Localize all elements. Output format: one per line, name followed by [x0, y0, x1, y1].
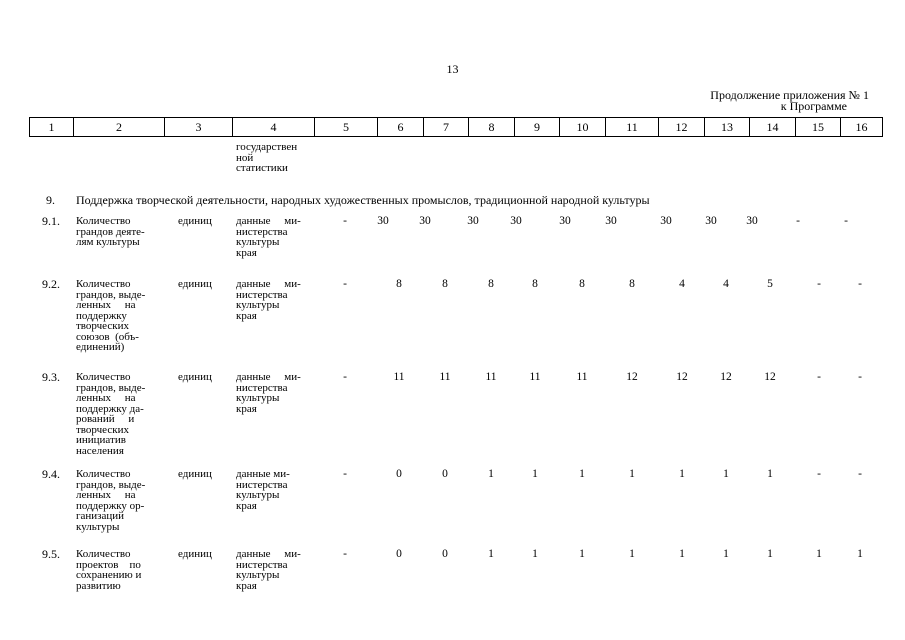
page-number: 13: [446, 62, 459, 76]
header-col-11: 11: [606, 118, 659, 137]
data-source: данные ми- нистерства культуры края: [236, 215, 301, 259]
year-value: 30: [605, 215, 617, 227]
year-value: 1: [767, 468, 773, 480]
indicator-name: Количество грандов, выде- ленных на поддержку творческих союзов (объ- единений): [76, 278, 146, 353]
year-value: 8: [629, 278, 635, 290]
indicator-name: Количество грандов, выде- ленных на поддержку да- рований и творческих инициатив населения: [76, 371, 146, 457]
year-value: -: [817, 278, 821, 290]
year-value: 1: [488, 468, 494, 480]
header-col-10: 10: [560, 118, 606, 137]
indicator-name: Количество грандов, выде- ленных на поддержку ор- ганизаций культуры: [76, 468, 146, 533]
year-value: 1: [629, 548, 635, 560]
header-col-9: 9: [515, 118, 560, 137]
year-value: 1: [579, 548, 585, 560]
year-value: 1: [532, 548, 538, 560]
year-value: -: [858, 278, 862, 290]
year-value: 11: [439, 371, 451, 383]
year-value: 30: [510, 215, 522, 227]
year-value: 1: [488, 548, 494, 560]
year-value: -: [796, 215, 800, 227]
header-col-1: 1: [30, 118, 74, 137]
annex-line-1: Продолжение приложения № 1: [710, 88, 869, 102]
year-value: 11: [485, 371, 497, 383]
year-value: 4: [723, 278, 729, 290]
unit-of-measure: единиц: [178, 468, 212, 480]
header-row: [30, 118, 883, 137]
unit-of-measure: единиц: [178, 371, 212, 383]
year-value: 1: [816, 548, 822, 560]
year-value: 8: [442, 278, 448, 290]
year-value: 1: [679, 468, 685, 480]
section-title: Поддержка творческой деятельности, народных художественных промыслов, традиционной народной культуры: [76, 193, 650, 207]
year-value: -: [844, 215, 848, 227]
year-value: 30: [705, 215, 717, 227]
continuation-source-text: государствен ной статистики: [236, 141, 298, 174]
header-col-14: 14: [750, 118, 796, 137]
header-col-12: 12: [659, 118, 705, 137]
year-value: -: [817, 371, 821, 383]
header-col-13: 13: [705, 118, 750, 137]
year-value: 0: [442, 468, 448, 480]
year-value: -: [858, 371, 862, 383]
data-source: данные ми- нистерства культуры края: [236, 278, 301, 322]
year-value: 4: [679, 278, 685, 290]
year-value: 30: [746, 215, 758, 227]
year-value: 1: [629, 468, 635, 480]
year-value: 5: [767, 278, 773, 290]
unit-of-measure: единиц: [178, 215, 212, 227]
row-code: 9.2.: [42, 277, 60, 291]
year-value: 0: [396, 468, 402, 480]
base-value: -: [343, 468, 347, 480]
year-value: 8: [488, 278, 494, 290]
header-col-15: 15: [796, 118, 841, 137]
header-col-2: 2: [74, 118, 165, 137]
year-value: 30: [467, 215, 479, 227]
data-source: данные ми- нистерства культуры края: [236, 468, 290, 512]
year-value: 1: [857, 548, 863, 560]
row-code: 9.1.: [42, 214, 60, 228]
year-value: 8: [579, 278, 585, 290]
unit-of-measure: единиц: [178, 278, 212, 290]
header-col-6: 6: [378, 118, 424, 137]
year-value: 8: [396, 278, 402, 290]
base-value: -: [343, 215, 347, 227]
year-value: 12: [720, 371, 732, 383]
data-source: данные ми- нистерства культуры края: [236, 548, 301, 592]
year-value: 1: [723, 468, 729, 480]
year-value: 11: [393, 371, 405, 383]
header-col-7: 7: [424, 118, 469, 137]
header-col-16: 16: [841, 118, 883, 137]
year-value: 8: [532, 278, 538, 290]
year-value: 11: [529, 371, 541, 383]
annex-line-2: к Программе: [780, 99, 847, 113]
unit-of-measure: единиц: [178, 548, 212, 560]
row-code: 9.3.: [42, 370, 60, 384]
year-value: 12: [626, 371, 638, 383]
base-value: -: [343, 548, 347, 560]
year-value: 12: [676, 371, 688, 383]
year-value: 30: [660, 215, 672, 227]
year-value: 30: [559, 215, 571, 227]
year-value: 1: [532, 468, 538, 480]
year-value: -: [817, 468, 821, 480]
year-value: 0: [396, 548, 402, 560]
year-value: 1: [723, 548, 729, 560]
year-value: 12: [764, 371, 776, 383]
section-code: 9.: [46, 193, 55, 207]
row-code: 9.4.: [42, 467, 60, 481]
indicator-name: Количество проектов по сохранению и развитию: [76, 548, 142, 592]
annex-heading: [710, 90, 869, 112]
year-value: 30: [377, 215, 389, 227]
base-value: -: [343, 371, 347, 383]
year-value: -: [858, 468, 862, 480]
year-value: 1: [767, 548, 773, 560]
year-value: 1: [679, 548, 685, 560]
base-value: -: [343, 278, 347, 290]
row-code: 9.5.: [42, 547, 60, 561]
header-col-3: 3: [165, 118, 233, 137]
year-value: 0: [442, 548, 448, 560]
year-value: 1: [579, 468, 585, 480]
year-value: 11: [576, 371, 588, 383]
column-number-header: [29, 117, 883, 137]
header-col-5: 5: [315, 118, 378, 137]
data-source: данные ми- нистерства культуры края: [236, 371, 301, 415]
header-col-8: 8: [469, 118, 515, 137]
header-col-4: 4: [233, 118, 315, 137]
year-value: 30: [419, 215, 431, 227]
indicator-name: Количество грандов деяте- лям культуры: [76, 215, 145, 248]
